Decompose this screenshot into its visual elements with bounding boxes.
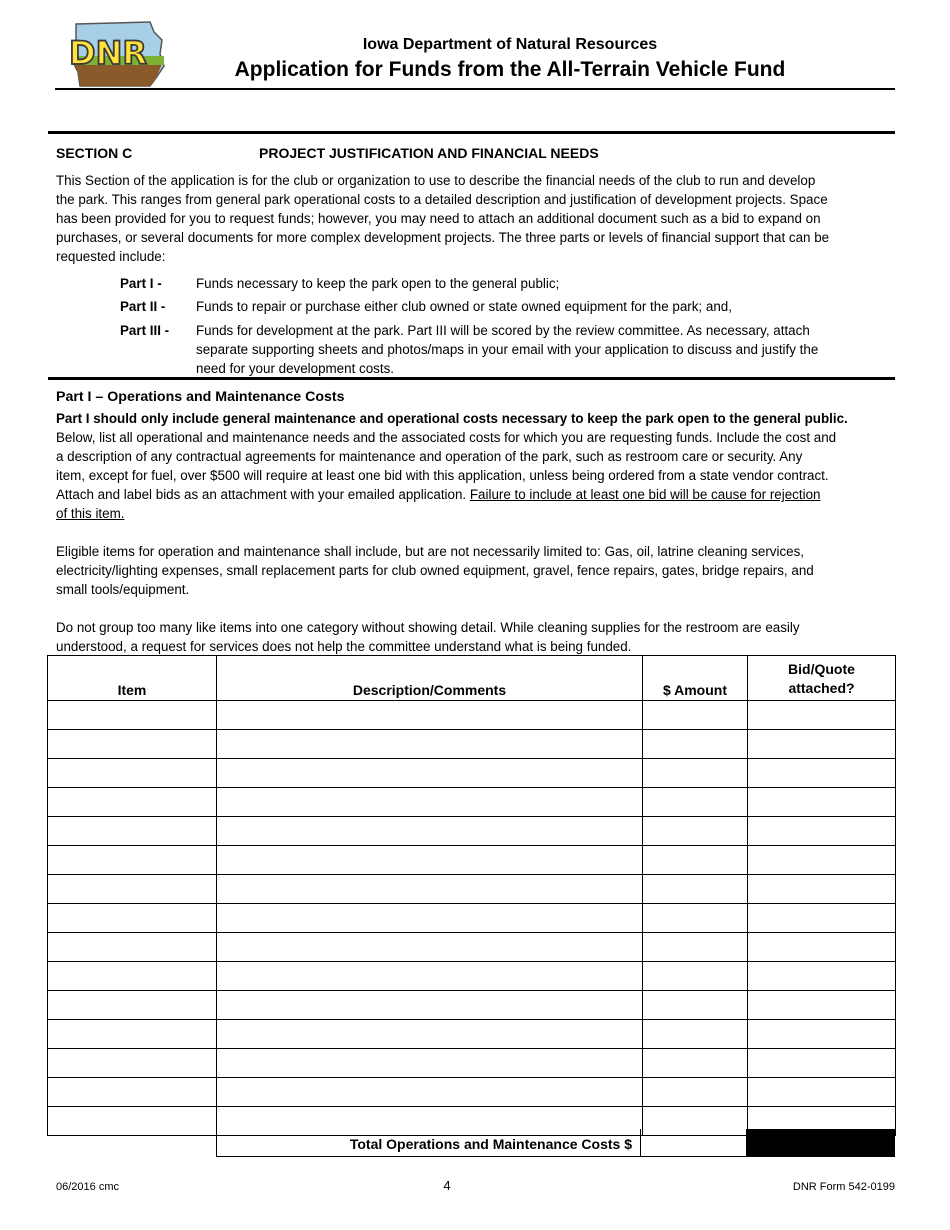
bid-quote-cell[interactable] [748, 846, 896, 875]
table-row [48, 904, 896, 933]
item-cell[interactable] [48, 904, 217, 933]
section-intro [56, 171, 886, 266]
intro-line: the park. This ranges from general park operational costs to a detailed description and justification of development projects. Space [56, 192, 828, 207]
intro-line: This Section of the application is for the club or organization to use to describe the financial needs of the club to run and develop [56, 173, 816, 188]
part-line: Funds necessary to keep the park open to the general public; [196, 276, 560, 291]
part-line: Funds for development at the park. Part III will be scored by the review committee. As necessary, attach [196, 323, 810, 338]
item-cell[interactable] [48, 1049, 217, 1078]
eligible-line: electricity/lighting expenses, small replacement parts for club owned equipment, gravel, fence repairs, gates, bridge repairs, and [56, 563, 814, 578]
agency-name: Iowa Department of Natural Resources [362, 36, 658, 53]
page-number: 4 [443, 1178, 451, 1193]
amount-cell[interactable] [643, 1078, 748, 1107]
item-cell[interactable] [48, 962, 217, 991]
description-cell[interactable] [217, 962, 643, 991]
header-divider [55, 88, 895, 90]
item-cell[interactable] [48, 730, 217, 759]
description-cell[interactable] [217, 875, 643, 904]
description-cell[interactable] [217, 1020, 643, 1049]
item-cell[interactable] [48, 759, 217, 788]
bid-quote-cell[interactable] [748, 1049, 896, 1078]
description-cell[interactable] [217, 817, 643, 846]
table-row [48, 730, 896, 759]
item-cell[interactable] [48, 1107, 217, 1136]
item-cell[interactable] [48, 817, 217, 846]
footer-revision-date: 06/2016 cmc [56, 1181, 119, 1193]
part-description [196, 274, 876, 293]
rejection-warning-cont: of this item. [56, 506, 125, 521]
description-cell[interactable] [217, 730, 643, 759]
item-cell[interactable] [48, 701, 217, 730]
part-line: separate supporting sheets and photos/maps in your email with your application to discuss and justify the [196, 342, 819, 357]
bid-quote-cell[interactable] [748, 962, 896, 991]
bid-quote-cell[interactable] [748, 904, 896, 933]
amount-cell[interactable] [643, 1020, 748, 1049]
bid-quote-cell[interactable] [748, 701, 896, 730]
section-heading: PROJECT JUSTIFICATION AND FINANCIAL NEEDS [259, 145, 599, 161]
total-row [216, 1129, 895, 1157]
item-cell[interactable] [48, 788, 217, 817]
intro-line: purchases, or several documents for more complex development projects. The three parts or levels of financial support that can be [56, 230, 830, 245]
amount-cell[interactable] [643, 962, 748, 991]
description-cell[interactable] [217, 759, 643, 788]
item-cell[interactable] [48, 1020, 217, 1049]
table-row [48, 1049, 896, 1078]
amount-cell[interactable] [643, 846, 748, 875]
amount-cell[interactable] [643, 788, 748, 817]
amount-cell[interactable] [643, 730, 748, 759]
table-header-row [48, 656, 896, 701]
bid-quote-cell[interactable] [748, 730, 896, 759]
instruction-line: Below, list all operational and maintenance needs and the associated costs for which you are requesting funds. Include the cost and [56, 430, 837, 445]
description-cell[interactable] [217, 788, 643, 817]
description-cell[interactable] [217, 933, 643, 962]
table-row [48, 846, 896, 875]
description-cell[interactable] [217, 846, 643, 875]
table-row [48, 1020, 896, 1049]
description-cell[interactable] [217, 1049, 643, 1078]
eligible-line: small tools/equipment. [56, 582, 190, 597]
intro-line: requested include: [56, 249, 166, 264]
column-header-bid-quote [748, 656, 896, 701]
amount-cell[interactable] [643, 991, 748, 1020]
part-label: Part I - [120, 276, 162, 291]
part-i-heading: Part I – Operations and Maintenance Costs [56, 389, 345, 405]
total-amount-field[interactable] [641, 1129, 747, 1157]
grouping-line: Do not group too many like items into one category without showing detail. While cleaning supplies for the restroom are easily [56, 620, 800, 635]
amount-cell[interactable] [643, 759, 748, 788]
form-number: DNR Form 542-0199 [792, 1181, 895, 1193]
attached-label: attached? [788, 680, 855, 696]
instruction-line: a description of any contractual agreements for maintenance and operation of the park, such as restroom care or security. Any [56, 449, 803, 464]
amount-cell[interactable] [643, 1049, 748, 1078]
item-cell[interactable] [48, 1078, 217, 1107]
table-row [48, 933, 896, 962]
grouping-line: understood, a request for services does not help the committee understand what is being funded. [56, 639, 632, 654]
part-line: Funds to repair or purchase either club owned or state owned equipment for the park; and, [196, 299, 732, 314]
item-cell[interactable] [48, 933, 217, 962]
part-i-bold-note: Part I should only include general maintenance and operational costs necessary to keep the park open to the general public. [56, 411, 848, 426]
table-row [48, 817, 896, 846]
table-row [48, 962, 896, 991]
bid-quote-label: Bid/Quote [788, 661, 855, 677]
amount-cell[interactable] [643, 817, 748, 846]
amount-cell[interactable] [643, 875, 748, 904]
bid-quote-cell[interactable] [748, 875, 896, 904]
table-row [48, 759, 896, 788]
amount-cell[interactable] [643, 701, 748, 730]
bid-quote-cell[interactable] [748, 817, 896, 846]
part-label: Part III - [120, 323, 170, 338]
description-cell[interactable] [217, 701, 643, 730]
table-row [48, 788, 896, 817]
section-divider [48, 131, 895, 134]
column-header-item: Item [48, 656, 217, 701]
part-divider [48, 377, 895, 380]
table-row [48, 875, 896, 904]
rejection-warning: Failure to include at least one bid will be cause for rejection [469, 487, 821, 502]
eligible-line: Eligible items for operation and maintenance shall include, but are not necessarily limited to: Gas, oil, latrine cleaning services, [56, 544, 805, 559]
description-cell[interactable] [217, 991, 643, 1020]
instruction-line [56, 485, 888, 504]
part-description [196, 321, 876, 378]
part-line: need for your development costs. [196, 361, 394, 376]
table-row [48, 1078, 896, 1107]
item-cell[interactable] [48, 846, 217, 875]
table-row [48, 991, 896, 1020]
operations-costs-table [47, 655, 896, 1136]
dnr-logo [66, 20, 170, 88]
amount-cell[interactable] [643, 904, 748, 933]
dnr-logo-text: DNR [69, 34, 147, 72]
item-cell[interactable] [48, 875, 217, 904]
section-label: SECTION C [56, 145, 133, 161]
item-cell[interactable] [48, 991, 217, 1020]
column-header-amount: $ Amount [643, 656, 748, 701]
table-row [48, 701, 896, 730]
instruction-line: item, except for fuel, over $500 will require at least one bid with this application, unless being ordered from a state vendor contract. [56, 468, 829, 483]
bid-quote-cell[interactable] [748, 933, 896, 962]
part-i-instructions [56, 409, 888, 656]
intro-line: has been provided for you to request funds; however, you may need to attach an additional document such as a bid to expand on [56, 211, 821, 226]
bid-quote-cell[interactable] [748, 788, 896, 817]
total-label: Total Operations and Maintenance Costs $ [216, 1129, 641, 1157]
description-cell[interactable] [217, 1078, 643, 1107]
bid-quote-cell[interactable] [748, 1020, 896, 1049]
description-cell[interactable] [217, 904, 643, 933]
total-blacked-out-cell [747, 1129, 895, 1157]
part-description [196, 297, 876, 316]
part-label: Part II - [120, 299, 166, 314]
bid-quote-cell[interactable] [748, 1078, 896, 1107]
attach-text: Attach and label bids as an attachment with your emailed application. [56, 487, 470, 502]
bid-quote-cell[interactable] [748, 759, 896, 788]
form-title: Application for Funds from the All-Terrain Vehicle Fund [234, 58, 786, 81]
amount-cell[interactable] [643, 933, 748, 962]
bid-quote-cell[interactable] [748, 991, 896, 1020]
column-header-description: Description/Comments [217, 656, 643, 701]
